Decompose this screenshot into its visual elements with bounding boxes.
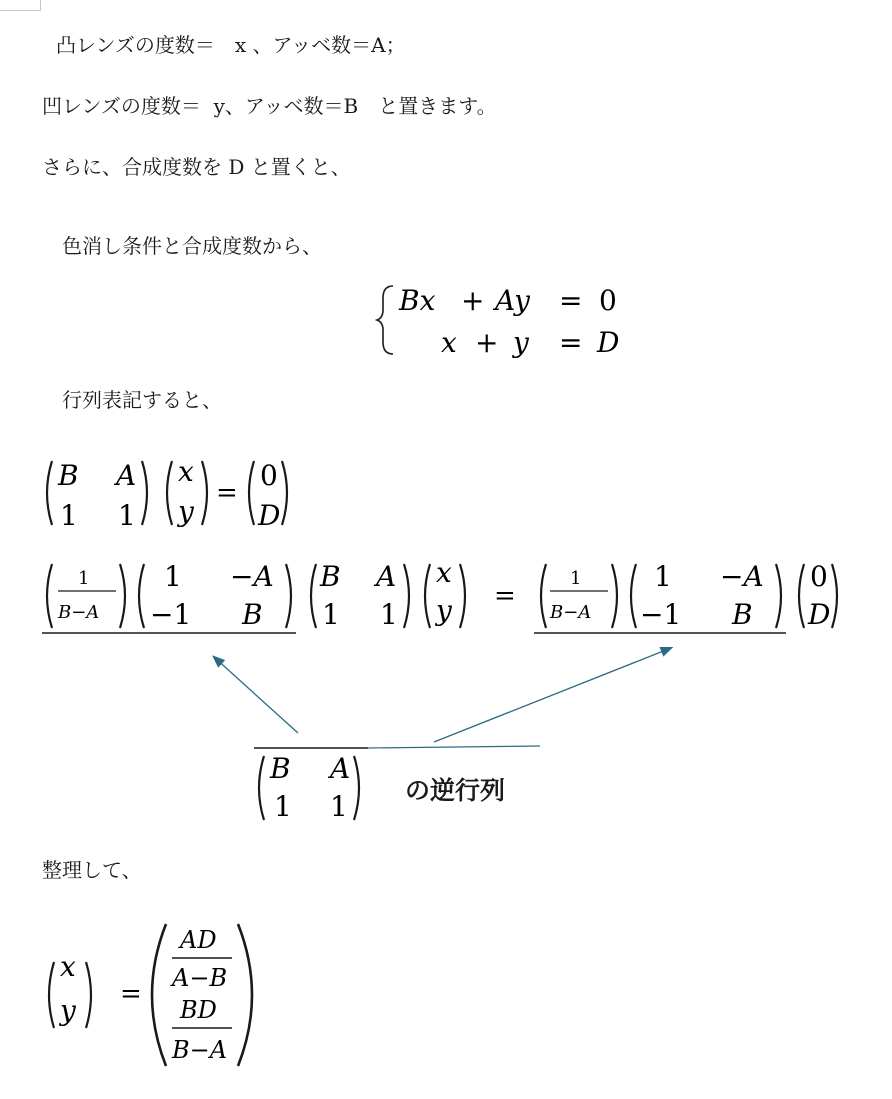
matrix-m21: 1 [60,499,78,532]
eq2-equals: = [559,326,583,359]
rhs-0: 0 [810,560,828,593]
matrix-m21: 1 [322,598,340,631]
inv-i21: −1 [640,598,682,631]
matrix-equals: = [216,478,238,508]
matrix-m12: A [376,560,397,593]
matrix-m12: A [116,459,137,492]
frac-den: B−A [550,602,592,623]
eq2-term2: y [513,326,529,359]
vector-x: x [436,558,452,589]
result-num2: BD [180,996,217,1024]
eq2-term1: x [441,326,457,359]
inv-i22: B [242,598,263,631]
annot-m11: B [270,752,291,785]
rhs-0: 0 [260,459,278,492]
annotation-matrix [252,752,382,824]
connector-line [368,746,540,748]
annot-m22: 1 [330,790,348,823]
result-x: x [60,950,76,983]
matrix-m22: 1 [380,598,398,631]
arrow-to-left-inverse [214,657,298,733]
result-den1: A−B [172,964,228,992]
annot-m21: 1 [274,790,292,823]
eq1-rhs: 0 [599,284,617,317]
inverse-matrix-label: の逆行列 [405,776,506,805]
inv-i12: −A [720,560,764,593]
vector-y: y [436,594,452,627]
annot-m12: A [330,752,351,785]
frac-den: B−A [58,602,100,623]
eq2-plus: + [475,326,499,359]
frac-num: 1 [570,568,582,589]
matrix-m11: B [58,459,79,492]
vector-y: y [178,495,194,528]
text-line-rearrange: 整理して、 [42,858,142,882]
text-line-achromatic-condition: 色消し条件と合成度数から、 [62,234,322,258]
inv-i11: 1 [654,560,672,593]
matrix-m11: B [320,560,341,593]
paren-left-large [152,924,166,1066]
paren-left [259,756,264,820]
text-line-convex-lens: 凸レンズの度数＝ x 、アッベ数＝A； [56,33,406,57]
rhs-D: D [808,598,831,631]
result-num1: AD [180,926,217,954]
matrix-m22: 1 [118,499,136,532]
inv-i11: 1 [164,560,182,593]
inv-i22: B [732,598,753,631]
result-equation [40,920,280,1070]
paren-right [354,756,359,820]
vector-x: x [178,455,194,488]
eq1-plus: + [461,284,485,317]
text-line-matrix-notation: 行列表記すると、 [62,388,222,412]
inv-i21: −1 [150,598,192,631]
result-equals: = [120,979,142,1009]
result-y: y [60,994,76,1027]
eq1-equals: = [559,284,583,317]
inv-i12: −A [230,560,274,593]
paren-right [86,962,91,1028]
rhs-D: D [258,499,281,532]
eq2-rhs: D [597,326,620,359]
paren-right-large [238,924,252,1066]
frac-num: 1 [78,568,90,589]
arrow-to-right-inverse [434,648,671,742]
eq1-term2: Ay [495,284,530,317]
paren-left [49,962,54,1028]
inverse-equals: = [494,581,516,611]
text-line-concave-lens: 凹レンズの度数＝ y、アッベ数＝B と置きます。 [42,94,497,118]
eq1-term1: Bx [399,284,436,317]
text-line-combined-power: さらに、合成度数を D と置くと、 [42,155,351,179]
result-den2: B−A [172,1036,228,1064]
